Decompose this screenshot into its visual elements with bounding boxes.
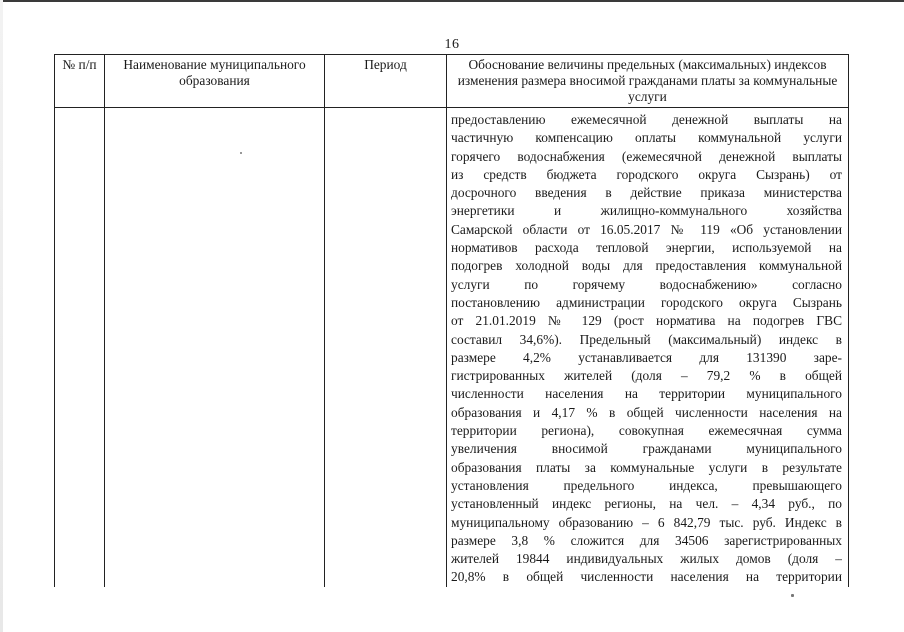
- basis-line: нормативов расхода тепловой энергии, используемой на: [451, 240, 842, 256]
- basis-line: размере 3,8 % сложится для 34506 зарегистрированных: [451, 532, 842, 548]
- cell-num: [55, 108, 105, 587]
- scan-left-edge: [0, 0, 3, 632]
- basis-line: численности населения на территории муниципального: [451, 386, 842, 402]
- basis-line: от 21.01.2019 № 129 (рост норматива на подогрев ГВС: [451, 313, 842, 329]
- basis-line: образования и 4,17 % в общей численности населения на: [451, 404, 842, 420]
- page-number: 16: [444, 37, 460, 52]
- basis-line: 20,8% в общей численности населения на территории: [451, 569, 842, 585]
- basis-line: Самарской области от 16.05.2017 № 119 «Об установлении: [451, 221, 842, 237]
- table-row: [55, 108, 849, 587]
- header-num: № п/п: [55, 55, 105, 108]
- basis-line: услуги по горячему водоснабжению» согласно: [451, 276, 842, 292]
- basis-paragraph: [447, 108, 848, 587]
- basis-line: частичную компенсацию оплаты коммунальной услуги: [451, 130, 842, 146]
- table-header-row: [55, 55, 849, 108]
- basis-line: предоставлению ежемесячной денежной выплаты на: [451, 112, 842, 127]
- basis-line: образования платы за коммунальные услуги в результате: [451, 459, 842, 475]
- basis-line: энергетики и жилищно-коммунального хозяйства: [451, 203, 842, 219]
- basis-line: муниципальному образованию – 6 842,79 тыс. руб. Индекс в: [451, 514, 842, 530]
- basis-line: увеличения вносимой гражданами муниципального: [451, 441, 842, 457]
- basis-line: территории региона), совокупная ежемесячная сумма: [451, 423, 842, 439]
- basis-line: досрочного введения в действие приказа министерства: [451, 185, 842, 201]
- basis-line: постановлению администрации городского округа Сызрань: [451, 294, 842, 310]
- cell-municipality: [105, 108, 325, 587]
- cell-period: [325, 108, 447, 587]
- header-period: Период: [325, 55, 447, 108]
- basis-line: гистрированных жителей (доля – 79,2 % в общей: [451, 368, 842, 384]
- scan-speck: [240, 152, 242, 154]
- header-basis: Обоснование величины предельных (максимальных) индексов изменения размера вносимой гражданами платы за коммунальные услуги: [447, 55, 849, 108]
- basis-line: подогрев холодной воды для предоставления коммунальной: [451, 258, 842, 274]
- header-municipality: Наименование муниципального образования: [105, 55, 325, 108]
- basis-line: установленный индекс регионы, на чел. – 4,34 руб., по: [451, 496, 842, 512]
- scan-top-edge: [0, 0, 904, 2]
- cell-basis: [447, 108, 849, 587]
- basis-line: размере 4,2% устанавливается для 131390 заре-: [451, 349, 842, 365]
- basis-line: из средств бюджета городского округа Сызрань) от: [451, 166, 842, 182]
- basis-line: горячего водоснабжения (ежемесячной денежной выплаты: [451, 148, 842, 164]
- basis-line: составил 34,6%). Предельный (максимальный) индекс в: [451, 331, 842, 347]
- basis-line: жителей 19844 индивидуальных жилых домов (доля –: [451, 551, 842, 567]
- scan-speck: [791, 594, 794, 597]
- basis-line: установления предельного индекса, превышающего: [451, 477, 842, 493]
- document-table: [54, 54, 849, 587]
